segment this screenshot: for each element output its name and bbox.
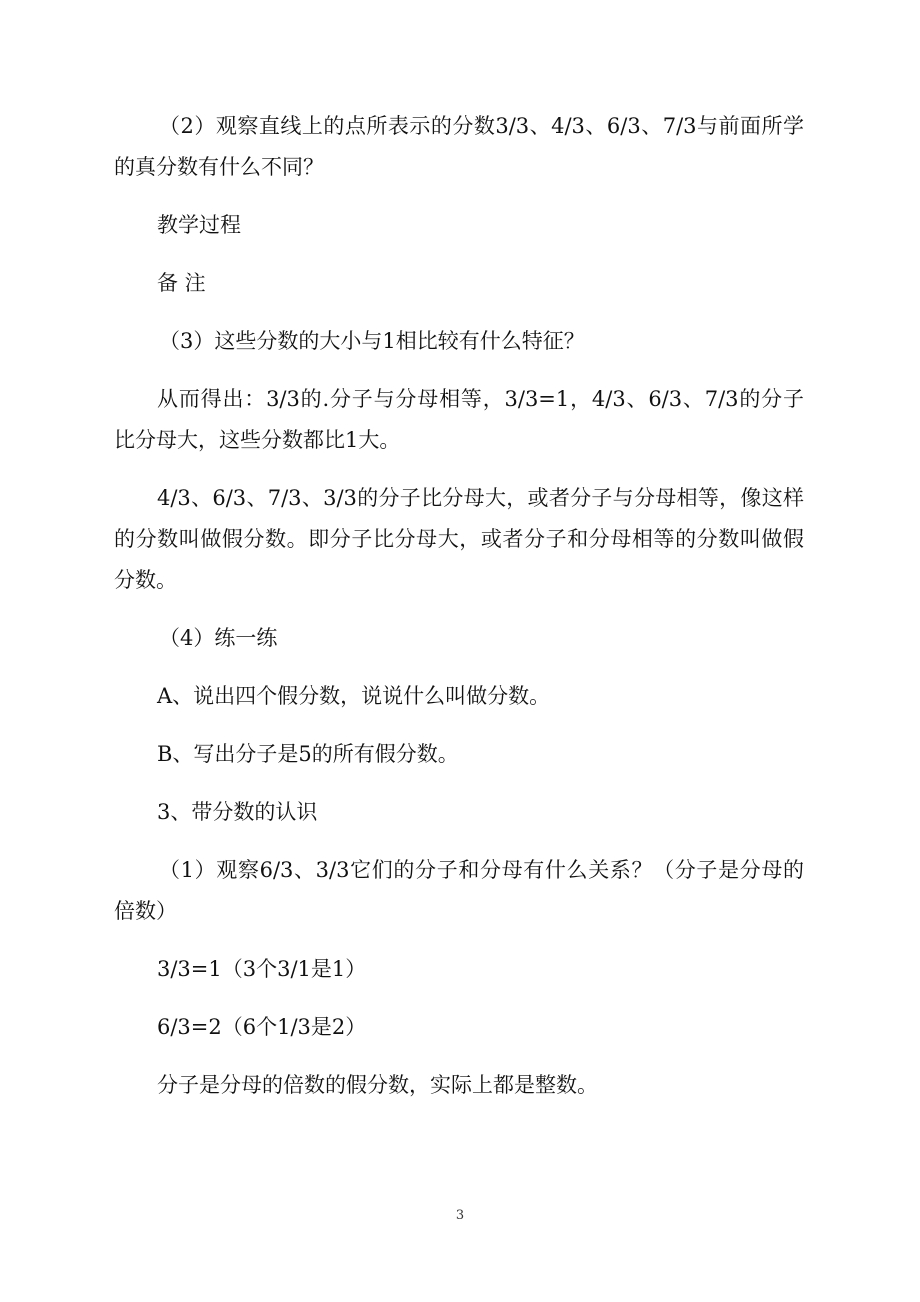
paragraph-notes: 备 注 bbox=[157, 271, 206, 295]
page-number: 3 bbox=[455, 1208, 465, 1223]
paragraph-equation-6-3: 6/3=2（6个1/3是2） bbox=[157, 1015, 367, 1039]
paragraph-equation-3-3: 3/3=1（3个3/1是1） bbox=[157, 957, 367, 981]
paragraph-teaching-process: 教学过程 bbox=[157, 213, 241, 237]
document-body bbox=[114, 106, 804, 1123]
paragraph-conclusion: 从而得出：3/3的.分子与分母相等，3/3=1，4/3、6/3、7/3的分子比分母大，这些分数都比1大。 bbox=[114, 387, 804, 452]
paragraph-exercise-b: B、写出分子是5的所有假分数。 bbox=[157, 742, 459, 766]
paragraph-compare-with-one: （3）这些分数的大小与1相比较有什么特征？ bbox=[159, 329, 585, 353]
paragraph-practice: （4）练一练 bbox=[159, 626, 278, 650]
paragraph-exercise-a: A、说出四个假分数，说说什么叫做分数。 bbox=[157, 684, 551, 708]
paragraph-observe-fractions: （2）观察直线上的点所表示的分数3/3、4/3、6/3、7/3与前面所学的真分数有什么不同？ bbox=[114, 114, 804, 179]
paragraph-observe-multiples: （1）观察6/3、3/3它们的分子和分母有什么关系？（分子是分母的倍数） bbox=[114, 858, 804, 923]
paragraph-mixed-number-heading: 3、带分数的认识 bbox=[157, 800, 318, 824]
paragraph-improper-fraction-definition: 4/3、6/3、7/3、3/3的分子比分母大，或者分子与分母相等，像这样的分数叫做假分数。即分子比分母大，或者分子和分母相等的分数叫做假分数。 bbox=[114, 486, 804, 592]
paragraph-integers-summary: 分子是分母的倍数的假分数，实际上都是整数。 bbox=[157, 1073, 598, 1097]
